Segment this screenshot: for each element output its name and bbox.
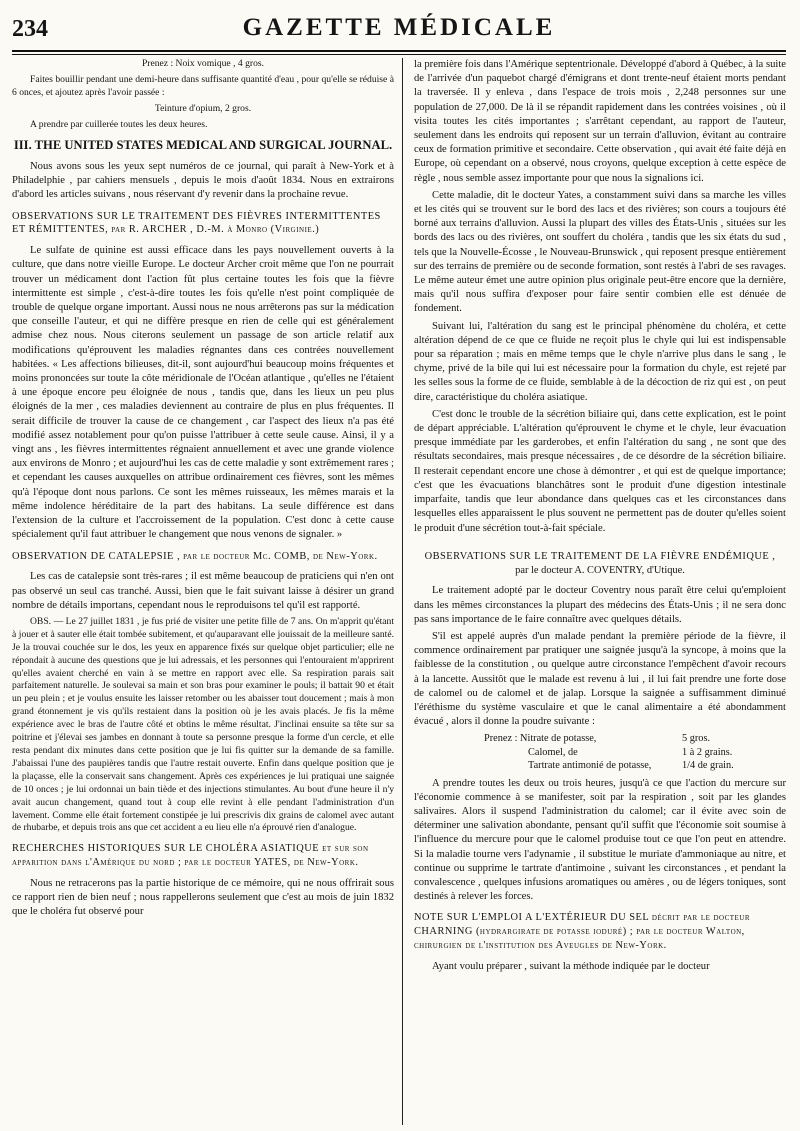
page-header xyxy=(12,14,786,46)
prescription-line: Prenez : Noix vomique , 4 gros. xyxy=(141,58,265,69)
rx-block xyxy=(414,732,786,772)
right-paragraph-5: Le traitement adopté par le docteur Coventry nous paraît être celui qu'emploient dans les mêmes circonstances la plupart des médecins des États-Unis ; il ne sera donc pas sans importance de le faire connaître avec quelques détails. xyxy=(414,585,786,625)
section-title: III. THE UNITED STATES MEDICAL AND SURGICAL JOURNAL. xyxy=(13,137,393,152)
rx-row xyxy=(484,732,786,745)
fever-heading xyxy=(414,550,786,578)
cholera-paragraph: Nous ne retracerons pas la partie historique de ce mémoire, qui ne nous offrirait sous ce rapport rien de bien neuf ; nous rappellerons seulement que c'est au mois de juin 1832 que le choléra fut observé pour xyxy=(12,877,394,918)
rx-row xyxy=(484,759,786,772)
rx-dose: 1 à 2 grains. xyxy=(682,746,733,758)
right-paragraph-7: A prendre toutes les deux ou trois heures, jusqu'à ce que l'action du mercure sur l'économie commence à se manifester, soit par la respiration , soit par les glandes salivaires. Alors il suspend l'administration du calomel; car il évite avec soin de déterminer une salivation abondante, pensant qu'il suffit que l'économie soit soumise à l'influence du mercure pour que le calomel produise tout ce que l'on peut en attendre. Si la maladie tourne vers l'adynamie , il substitue le muriate d'ammoniaque au nitre, et continue ou supprime le tartrate d'antimoine , suivant les circonstances , et pendant la convalescence , quelques infusions aromatiques ou amères , ou de légers toniques, sont destinés à relever les forces. xyxy=(414,777,786,903)
obs1-heading: OBSERVATIONS SUR LE TRAITEMENT DES FIÈVRES INTERMITTENTES ET RÉMITTENTES, par R. ARCHER , D.-M. à Monro (Virginie.) xyxy=(12,210,381,236)
fever-heading-line1: OBSERVATIONS SUR LE TRAITEMENT DE LA FIÈVRE ENDÉMIQUE , xyxy=(424,550,776,562)
right-paragraph-6: S'il est appelé auprès d'un malade pendant la première période de la fièvre, il commence ordinairement par pratiquer une saignée jusqu'à la syncope, à moins que la faiblesse de la constitution , ou quelque autre circonstance l'empêchent d'avoir recours à la lancette. Aussitôt que le malade est revenu à lui , il lui fait prendre une forte dose de calomel ou de calomel et de jalap. Lorsque la saignée a suffisamment diminué l'éréthisme du système vasculaire et que le canal alimentaire a été abondamment évacué , alors il donne la poudre suivante : xyxy=(414,630,786,728)
catalepsy-heading: OBSERVATION DE CATALEPSIE , par le docteur Mc. COMB, de New-York. xyxy=(12,550,378,562)
rx-item: Prenez : Nitrate de potasse, xyxy=(484,733,597,745)
obs-case: OBS. — Le 27 juillet 1831 , je fus prié de visiter une petite fille de 7 ans. On m'apprit qu'étant à jouer et à sauter elle était tombée subitement, et qu'auparavant elle jouissait de la meilleure santé. Je la trouvai couchée sur le dos, les yeux en apparence fixés sur quelque objet particulier; elle ne répondait à aucune des questions que je lui adressais, et les personnes qui l'entouraient m'apprirent qu'elles avaient cherché en vain à se mettre en rapport avec elle. Sa respiration parais sait parfaitement naturelle. Je soulevai sa main et son bras pour examiner le pouls; il battait 90 et était un peu plein ; et je voulus ensuite les laisser retomber ou les abaisser tout doucement ; mais à mon grand étonnement je vis qu'ils restaient dans la position où je les avais placés. Je fis la même expérience avec le bras de l'autre côté et obtins le même résultat. J'inclinai ensuite sa tête sur sa poitrine et j'élevai ses jambes en donnant à toute sa personne presque la forme d'un cercle, et elle resta pendant dix minutes dans cette position que je lui fis quitter sur la demande de sa famille. J'abaissai l'une des paupières tandis que l'autre restait ouverte. Enfin dans quelque position que je la plaçasse, elle la conservait sans changement. Après ces expériences je lui pratiquai une saignée de 10 onces ; je lui ordonnai un bain tiède et des injections stimulantes. Au bout d'une heure il n'y avait aucun changement, quand tout à coup elle revint à elle pendant l'administration d'un lavement. Comme elle était fortement constipée je lui prescrivis dix grains de calomel avec autant de rhubarbe, et depuis trois ans que cet accident a eu lieu elle n'a éprouvé rien d'analogue. xyxy=(12,615,394,834)
page-number: 234 xyxy=(12,16,48,42)
intro-paragraph: Nous avons sous les yeux sept numéros de ce journal, qui paraît à New-York et à Philadelphie , par cahiers mensuels , depuis le mois d'août 1834. Nous en extrairons d'abord les articles suivans , nous réservant d'y revenir dans la prochaine revue. xyxy=(12,161,394,201)
obs1-paragraph: Le sulfate de quinine est aussi efficace dans les pays nouvellement ouverts à la culture, que dans notre vieille Europe. Le docteur Archer croit même que l'on ne pourrait trouver un médicament dont l'action fût plus certaine toutes les fois que la fièvre intermittente est simple , c'est-à-dire toutes les fois qu'elle n'est point compliquée de trouble de quelque organe important. Aussi nous ne nous arrêterons pas sur la médication que conseille l'auteur, et qui ne diffère presque en rien de celle qui est généralement admise chez nous. Nous citerons seulement un passage de son article relatif aux modifications qu'éprouvent les maladies régnantes dans ces contrées nouvellement habitées. « Les affections bilieuses, dit-il, sont aujourd'hui beaucoup moins fréquentes et moins prononcées sur toute la côte méridionale de l'Océan atlantique , qu'elles ne l'étaient à une époque encore peu éloignée de nous , tandis que, dans les lieux un peu plus éloignés de la mer , ces maladies deviennent au contraire de plus en plus fréquentes. Il serait difficile de trouver la cause de ce changement , car l'aspect des lieux n'a pas été modifié assez notablement pour qu'on puisse l'attribuer à cette seule cause. Ainsi, il y a vingt ans , les fièvres intermittentes régnaient annuellement et avec une grande violence aux environs de Monro ; et aujourd'hui les cas de cette maladie y sont extrêmement rares ; et cependant les causes auxquelles on attribue ordinairement ces fièvres, sont les mêmes qu'à l'époque dont nous parlons. Ce sont les mêmes ruisseaux, les mêmes marais et la même indolence héréditaire de la part des habitans. La seule différence est dans l'extension de la culture et l'accroissement de la population. C'est donc à cette cause spécialement qu'il faut attribuer le changement que nous venons de signaler. » xyxy=(12,245,394,541)
note-heading: NOTE SUR L'EMPLOI A L'EXTÉRIEUR DU SEL décrit par le docteur CHARNING (hydrargirate de potasse ioduré) ; par le docteur Walton, chirurgien de l'institution des Aveugles de New-York. xyxy=(414,912,751,951)
left-column xyxy=(12,58,394,1125)
cholera-heading: RECHERCHES HISTORIQUES SUR LE CHOLÉRA ASIATIQUE et sur son apparition dans l'Amérique du nord ; par le docteur YATES, de New-York. xyxy=(12,843,369,869)
column-divider xyxy=(402,58,403,1125)
rx-dose: 1/4 de grain. xyxy=(682,760,734,772)
journal-title: GAZETTE MÉDICALE xyxy=(242,14,556,41)
catalepsy-paragraph: Les cas de catalepsie sont très-rares ; il est même beaucoup de praticiens qui n'en ont pas observé un seul cas tranché. Aussi, bien que le fait suivant laisse à désirer un grand nombre de détails importans, cependant nous le reproduisons tel qu'il est rapporté. xyxy=(12,571,394,611)
right-paragraph-3: Suivant lui, l'altération du sang est le principal phénomène du choléra, et cette altération dépend de ce que ce fluide ne reçoit plus le chyle qui lui est indispensable pour sa réparation ; mais en même temps que le chyle n'arrive plus dans le sang , le chyme, privé de la bile qui lui est nécessaire pour la formation du chyle, est rejeté par les selles sous la forme de ce fluide, semblable à de la décoction de riz qui est , on peut dire, caractéristique du choléra asiatique. xyxy=(414,320,786,403)
rx-dose: 5 gros. xyxy=(682,733,711,745)
right-paragraph-2: Cette maladie, dit le docteur Yates, a constamment suivi dans sa marche les villes et les cités qui se trouvent sur le bord des lacs et des rivières; son cours a toujours été borné aux terrains d'alluvion. Aussi la plupart des villes des États-Unis , situées sur les bords des lacs ou des rivières, ont souffert du choléra , tandis que les six états du sud , tels que la Nouvelle-Écosse , le Nouveau-Brunswick , qui reposent presque entièrement sur des terrains de première ou de seconde formation, sont restés à l'abri de ses ravages. Le même auteur émet une autre opinion plus originale peut-être encore que la dernière, mais qu'il nous suffira d'exposer pour faire sentir combien elle est dénuée de fondement. xyxy=(414,189,786,315)
right-column xyxy=(414,58,786,1125)
prep-instruction: Faites bouillir pendant une demi-heure dans suffisante quantité d'eau , pour qu'elle se réduise à 6 onces, et ajoutez après l'avoir passée : xyxy=(12,73,394,98)
rx-row xyxy=(484,746,786,759)
rx-item: Calomel, de xyxy=(528,746,578,758)
right-paragraph-8: Ayant voulu préparer , suivant la méthode indiquée par le docteur xyxy=(432,960,710,972)
right-paragraph-4: C'est donc le trouble de la sécrétion biliaire qui, dans cette explication, est le point de départ appréciable. L'altération qu'éprouvent le chyme et le chyle, leur évacuation presque immédiate par les garderobes, et enfin l'altération du sang , ne sont que des résultats secondaires, mais presque nécessaires , de ce désordre de la sécrétion biliaire. Il resterait cependant encore une chose à démontrer , et qui est de quelque importance; c'est que les évacuations blanchâtres sont le produit d'une digestion intestinale imparfaite, tandis que leur abondance dans quelques cas et les circonstances dans lesquelles elles apparaissent le plus souvent ne permettent pas de douter qu'elles soient le produit d'une sécrétion tout-à-fait spéciale. xyxy=(414,408,786,534)
fever-heading-line2: par le docteur A. COVENTRY, d'Utique. xyxy=(515,564,685,576)
opium-line: Teinture d'opium, 2 gros. xyxy=(154,102,252,114)
dose-instruction: A prendre par cuillerée toutes les deux heures. xyxy=(30,118,208,130)
right-paragraph-1: la première fois dans l'Amérique septentrionale. Développé d'abord à Québec, à la suite de l'arrivée d'un paquebot chargé d'émigrans et dont trente-neuf étaient morts pendant la traversée. Il y enleva , dans l'espace de trois mois , 2,248 personnes sur une population de 27,000. De là il se répandit rapidement dans les contrées voisines , où il visita toutes les cités importantes ; s'arrêtant cependant, au rapport de l'auteur, seulement dans les endroits qui reposent sur un terrain d'alluvion, évitant au contraire ceux de formation primitive et secondaire. Cette observation , qui avait été faite déjà en Europe, où cependant on a observé, nous croyons, quelque exception à cette espèce de règle , nous semble assez importante pour que nous la signalions ici. xyxy=(414,59,786,184)
rx-item: Tartrate antimonié de potasse, xyxy=(528,760,652,772)
header-rule xyxy=(12,50,786,55)
